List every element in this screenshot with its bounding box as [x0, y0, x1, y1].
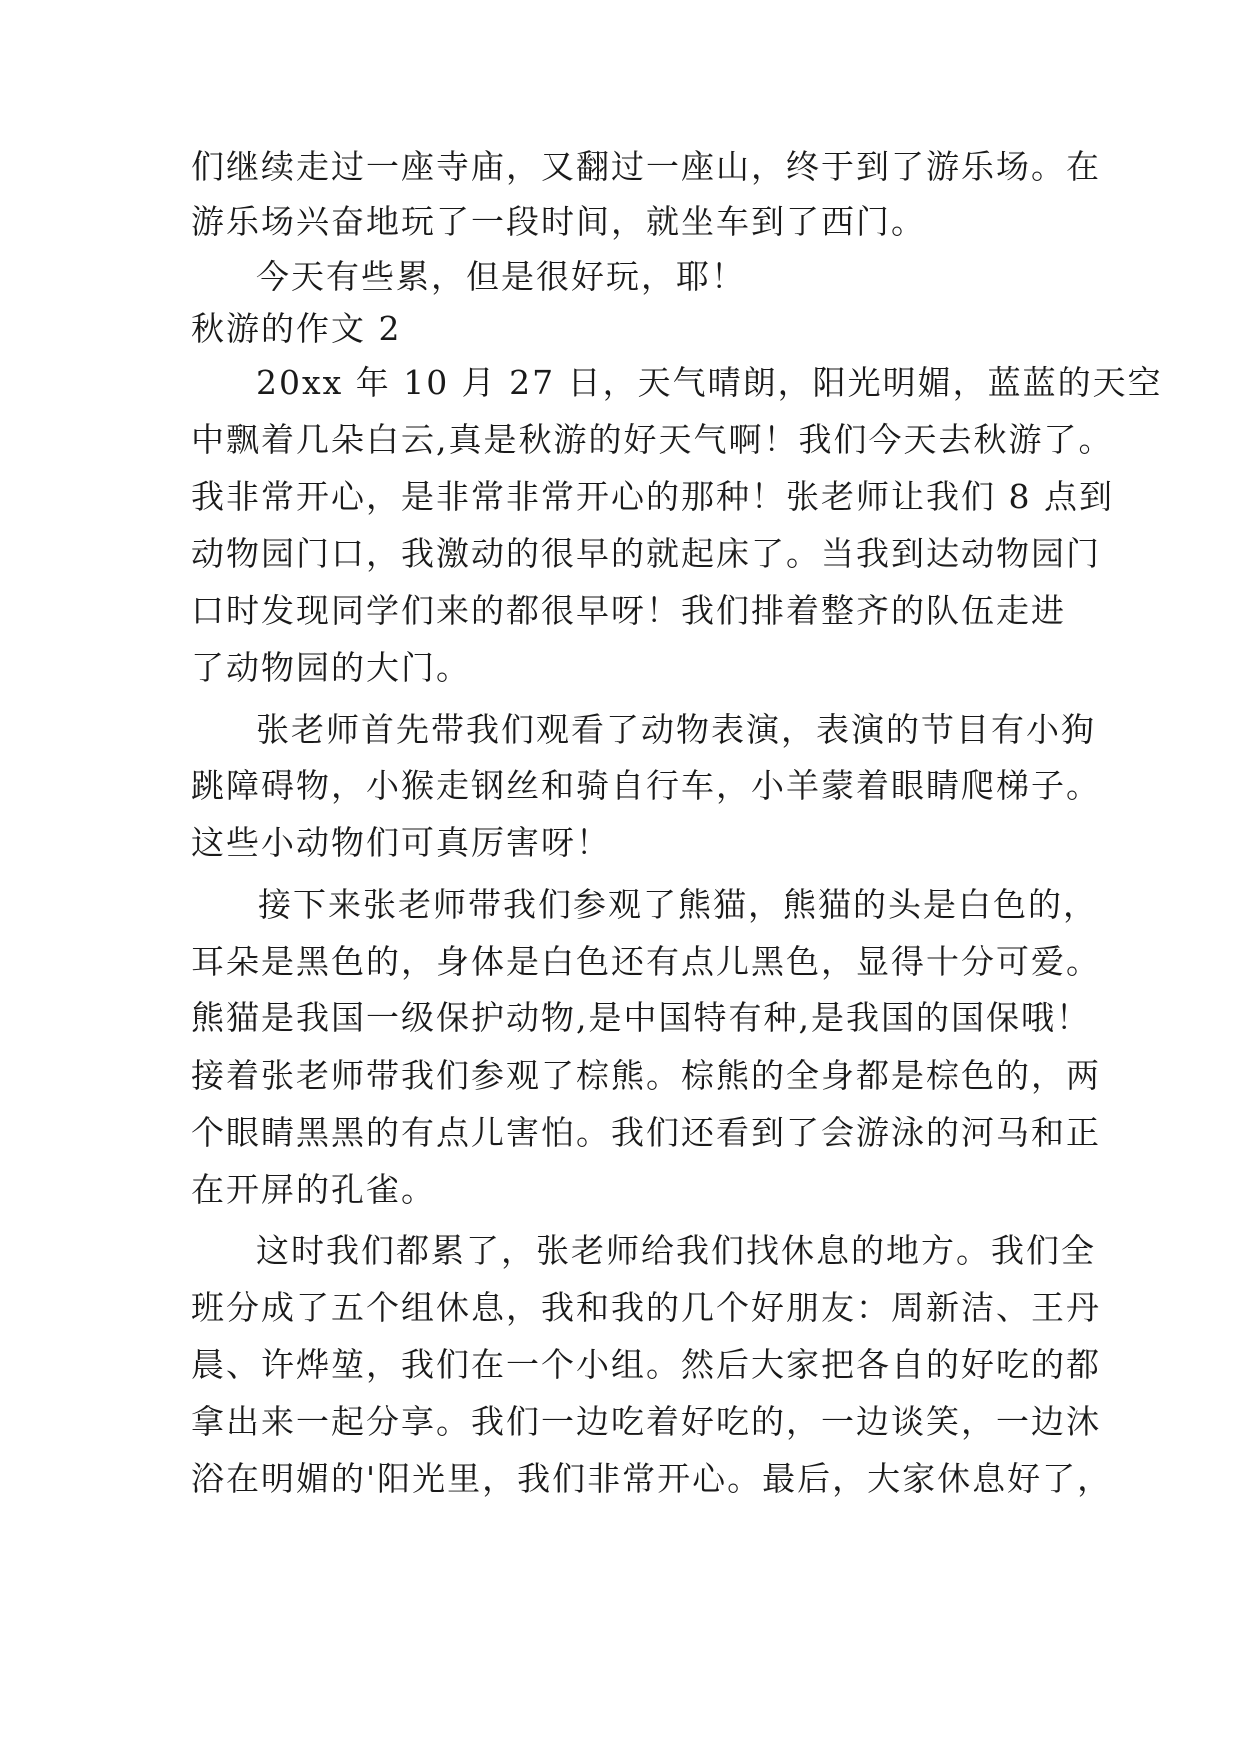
- text-line: 跳障碍物，小猴走钢丝和骑自行车，小羊蒙着眼睛爬梯子。: [191, 766, 1101, 805]
- text-line: 们继续走过一座寺庙，又翻过一座山，终于到了游乐场。在: [191, 147, 1101, 186]
- section-heading: 秋游的作文 2: [191, 309, 402, 348]
- text-line: 20xx 年 10 月 27 日，天气晴朗，阳光明媚，蓝蓝的天空: [256, 363, 1163, 402]
- text-line: 我非常开心，是非常非常开心的那种！张老师让我们 8 点到: [191, 477, 1114, 516]
- text-line: 动物园门口，我激动的很早的就起床了。当我到达动物园门: [191, 534, 1101, 573]
- text-line: 了动物园的大门。: [191, 648, 471, 687]
- text-line: 中飘着几朵白云,真是秋游的好天气啊！我们今天去秋游了。: [191, 420, 1114, 459]
- text-line: 这些小动物们可真厉害呀！: [191, 823, 611, 862]
- text-line: 口时发现同学们来的都很早呀！我们排着整齐的队伍走进: [191, 591, 1066, 630]
- text-line: 接着张老师带我们参观了棕熊。棕熊的全身都是棕色的，两: [191, 1056, 1101, 1095]
- text-line: 游乐场兴奋地玩了一段时间，就坐车到了西门。: [191, 202, 926, 241]
- text-line: 拿出来一起分享。我们一边吃着好吃的，一边谈笑，一边沐: [191, 1402, 1101, 1441]
- text-line: 浴在明媚的'阳光里，我们非常开心。最后，大家休息好了，: [191, 1459, 1113, 1498]
- text-line: 班分成了五个组休息，我和我的几个好朋友：周新洁、王丹: [191, 1288, 1101, 1327]
- text-line: 熊猫是我国一级保护动物,是中国特有种,是我国的国保哦！: [191, 998, 1091, 1037]
- text-line: 晨、许烨堃，我们在一个小组。然后大家把各自的好吃的都: [191, 1345, 1101, 1384]
- text-line: 接下来张老师带我们参观了熊猫，熊猫的头是白色的，: [258, 885, 1098, 924]
- text-line: 耳朵是黑色的，身体是白色还有点儿黑色，显得十分可爱。: [191, 942, 1101, 981]
- text-line: 在开屏的孔雀。: [191, 1170, 436, 1209]
- text-line: 张老师首先带我们观看了动物表演，表演的节目有小狗: [256, 710, 1096, 749]
- text-line: 今天有些累，但是很好玩，耶！: [256, 257, 746, 296]
- text-line: 这时我们都累了，张老师给我们找休息的地方。我们全: [256, 1231, 1096, 1270]
- text-line: 个眼睛黑黑的有点儿害怕。我们还看到了会游泳的河马和正: [191, 1113, 1101, 1152]
